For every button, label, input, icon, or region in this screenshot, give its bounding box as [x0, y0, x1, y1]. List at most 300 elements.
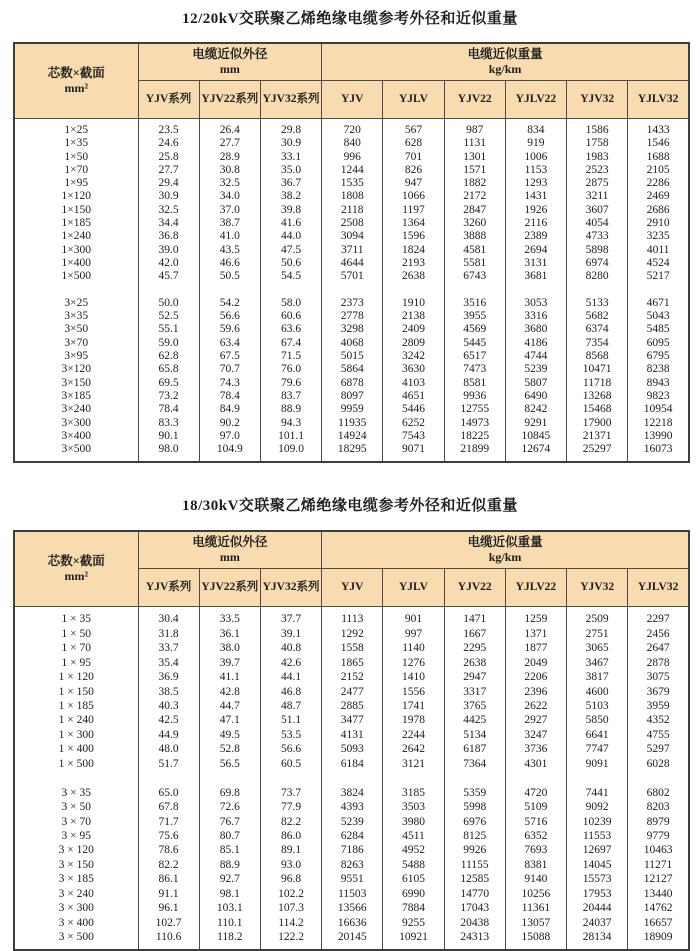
size-value: 3×25	[64, 296, 89, 309]
data-value: 84.9	[219, 403, 240, 416]
data-value: 2910	[646, 217, 670, 230]
data-value: 42.6	[280, 656, 302, 669]
data-value: 34.4	[158, 217, 179, 230]
data-value: 2409	[401, 323, 425, 336]
data-value: 7693	[524, 844, 548, 857]
data-value: 1433	[646, 124, 670, 136]
size-column-cell	[14, 119, 138, 463]
data-value: 76.7	[219, 815, 240, 828]
data-value: 2396	[524, 685, 548, 698]
data-value: 32.5	[158, 203, 179, 216]
data-value: 2116	[524, 217, 548, 230]
data-value: 3235	[646, 230, 670, 243]
data-value: 4581	[463, 243, 487, 256]
value-column-cell	[260, 607, 321, 951]
header-wt-unit: kg/km	[488, 550, 522, 565]
data-value: 30.8	[219, 163, 240, 176]
data-value: 90.2	[219, 416, 240, 429]
data-value: 3053	[524, 296, 548, 309]
data-value: 50.6	[280, 256, 302, 269]
data-value: 110.6	[155, 931, 182, 944]
data-value: 2686	[646, 203, 670, 216]
data-value: 96.8	[280, 873, 302, 886]
data-value: 48.0	[158, 743, 179, 756]
data-value: 2509	[585, 613, 609, 626]
data-value: 69.5	[158, 376, 179, 389]
data-value: 23.5	[158, 124, 179, 136]
group-spacer	[506, 284, 566, 297]
data-value: 628	[404, 137, 423, 150]
value-column-cell	[567, 119, 628, 463]
data-value: 2286	[646, 177, 670, 190]
data-value: 14045	[582, 858, 612, 871]
data-value: 30.9	[280, 137, 302, 150]
data-value: 1546	[646, 137, 670, 150]
data-value: 4054	[585, 217, 609, 230]
data-value: 5807	[524, 376, 548, 389]
data-value: 32.5	[219, 177, 240, 190]
data-value: 5043	[646, 310, 670, 323]
data-value: 51.1	[280, 714, 302, 727]
data-value: 44.0	[280, 230, 302, 243]
size-value: 3×500	[61, 443, 91, 456]
header-cell-yjv22-series: YJV22系列	[199, 81, 260, 119]
data-value: 6284	[340, 829, 364, 842]
size-value: 3×70	[64, 336, 89, 349]
size-value: 3×240	[61, 403, 91, 416]
data-value: 5898	[585, 243, 609, 256]
data-value: 55.1	[158, 323, 179, 336]
data-value: 28134	[582, 931, 612, 944]
data-value: 118.2	[217, 931, 243, 944]
value-column-cell	[260, 119, 321, 463]
data-value: 10256	[521, 887, 551, 900]
data-value: 14762	[643, 902, 673, 915]
data-value: 2193	[401, 256, 425, 269]
data-value: 86.0	[280, 829, 302, 842]
value-column-cell	[444, 119, 505, 463]
data-value: 4393	[340, 801, 364, 814]
header-od-unit: mm	[219, 550, 240, 565]
data-value: 78.6	[158, 844, 179, 857]
data-value: 2138	[401, 310, 425, 323]
data-value: 2778	[340, 310, 364, 323]
data-value: 997	[404, 627, 423, 640]
data-value: 83.7	[280, 389, 302, 402]
data-value: 54.2	[219, 296, 240, 309]
data-value: 18909	[643, 931, 673, 944]
size-value: 3 × 70	[61, 815, 91, 828]
size-value: 1×185	[61, 217, 91, 230]
data-value: 98.1	[219, 887, 240, 900]
data-value: 9823	[646, 389, 670, 402]
data-value: 2642	[401, 743, 425, 756]
data-value: 73.2	[158, 389, 179, 402]
data-value: 89.1	[280, 844, 302, 857]
data-value: 3607	[585, 203, 609, 216]
data-value: 39.0	[158, 243, 179, 256]
size-value: 1 × 120	[58, 671, 94, 684]
data-value: 56.6	[280, 743, 302, 756]
data-value: 901	[404, 613, 423, 626]
header-cell-yjlv: YJLV	[383, 569, 444, 607]
group-spacer	[200, 771, 260, 785]
data-value: 74.3	[219, 376, 240, 389]
header-cell-size	[14, 43, 138, 119]
data-value: 6252	[401, 416, 425, 429]
data-value: 2477	[340, 685, 364, 698]
data-value: 1471	[463, 613, 487, 626]
data-value: 1558	[340, 642, 364, 655]
data-value: 8568	[585, 350, 609, 363]
data-value: 10921	[399, 931, 428, 944]
data-value: 3980	[401, 815, 425, 828]
size-value: 1 × 50	[61, 627, 91, 640]
data-value: 3065	[585, 642, 609, 655]
data-value: 6105	[401, 873, 425, 886]
data-value: 16657	[643, 916, 673, 929]
data-value: 2508	[340, 217, 364, 230]
data-value: 6352	[524, 829, 548, 842]
data-value: 44.9	[158, 728, 179, 741]
data-value: 3959	[646, 700, 670, 713]
header-od-label: 电缆近似外径	[192, 47, 268, 61]
size-value: 1 × 70	[61, 642, 91, 655]
data-value: 38.5	[158, 685, 179, 698]
data-value: 1865	[340, 656, 364, 669]
data-value: 15088	[521, 931, 551, 944]
header-size-label: 芯数×截面	[47, 554, 105, 569]
data-value: 82.2	[158, 858, 179, 871]
group-spacer	[322, 771, 382, 785]
table-body	[14, 607, 689, 951]
header-cell-yjv32-series: YJV32系列	[260, 81, 321, 119]
data-value: 63.6	[280, 323, 302, 336]
data-value: 1758	[585, 137, 609, 150]
data-value: 987	[466, 124, 484, 136]
data-value: 2751	[585, 627, 609, 640]
data-value: 37.7	[280, 613, 302, 626]
data-value: 12585	[460, 873, 490, 886]
data-value: 49.5	[219, 728, 240, 741]
header-cell-yjv: YJV	[322, 569, 383, 607]
data-value: 47.5	[280, 243, 302, 256]
size-value: 1 × 300	[58, 728, 94, 741]
data-value: 4644	[340, 256, 364, 269]
header-cell-wt-group	[322, 531, 689, 569]
data-value: 6028	[646, 757, 670, 770]
header-od-label: 电缆近似外径	[192, 535, 268, 550]
data-value: 3679	[646, 685, 670, 698]
data-value: 62.8	[158, 350, 179, 363]
table-title-12-20kv: 12/20kV交联聚乙烯绝缘电缆参考外径和近似重量	[182, 11, 518, 27]
data-value: 30.9	[158, 190, 179, 203]
data-value: 42.5	[158, 714, 179, 727]
data-value: 4524	[646, 256, 670, 269]
header-cell-yjv22: YJV22	[444, 569, 505, 607]
data-value: 4131	[340, 728, 364, 741]
data-value: 3680	[524, 323, 548, 336]
data-value: 2469	[646, 190, 670, 203]
data-value: 1824	[401, 243, 425, 256]
data-value: 96.1	[158, 902, 179, 915]
header-wt-label: 电缆近似重量	[467, 47, 543, 61]
size-value: 3×300	[61, 416, 91, 429]
size-value: 1×240	[61, 230, 91, 243]
data-value: 8979	[646, 815, 670, 828]
data-value: 2295	[463, 642, 487, 655]
size-value: 1×50	[64, 150, 89, 163]
data-value: 93.0	[280, 858, 302, 871]
data-value: 9091	[585, 757, 609, 770]
data-value: 83.3	[158, 416, 179, 429]
data-value: 70.7	[219, 363, 240, 376]
data-value: 3516	[463, 296, 487, 309]
group-spacer	[445, 771, 505, 785]
data-value: 50.0	[158, 296, 179, 309]
size-value: 1×400	[61, 256, 91, 269]
data-value: 56.6	[219, 310, 240, 323]
data-value: 2105	[646, 163, 670, 176]
data-value: 6490	[524, 389, 548, 402]
cable-table-18-30kv	[13, 530, 690, 951]
data-value: 46.8	[280, 685, 302, 698]
data-value: 25297	[582, 443, 612, 456]
data-value: 3888	[463, 230, 487, 243]
data-value: 3094	[340, 230, 364, 243]
header-wt-label: 电缆近似重量	[467, 535, 543, 550]
size-value: 3 × 500	[58, 931, 94, 944]
data-value: 2647	[646, 642, 670, 655]
data-value: 2809	[401, 336, 425, 349]
data-value: 63.4	[219, 336, 240, 349]
size-value: 3 × 120	[58, 844, 94, 857]
data-value: 101.1	[278, 429, 304, 442]
data-value: 122.2	[278, 931, 304, 944]
group-spacer	[383, 771, 443, 785]
data-value: 18295	[337, 443, 367, 456]
data-value: 72.6	[219, 801, 240, 814]
data-value: 31.8	[158, 627, 179, 640]
data-value: 2878	[646, 656, 670, 669]
data-value: 51.7	[158, 757, 179, 770]
data-value: 6802	[646, 786, 670, 799]
value-column-cell	[628, 119, 689, 463]
data-value: 44.7	[219, 700, 240, 713]
data-value: 39.1	[280, 627, 302, 640]
data-value: 1910	[401, 296, 425, 309]
data-value: 24313	[460, 931, 490, 944]
data-value: 4720	[524, 786, 548, 799]
size-value: 1×35	[64, 137, 89, 150]
data-value: 6374	[585, 323, 609, 336]
value-column-cell	[505, 607, 566, 951]
group-spacer	[200, 284, 260, 297]
data-value: 69.8	[219, 786, 240, 799]
data-value: 44.1	[280, 671, 302, 684]
data-value: 17043	[460, 902, 490, 915]
size-value: 3×120	[61, 363, 91, 376]
data-value: 46.6	[219, 256, 240, 269]
data-value: 1983	[585, 150, 609, 163]
table-title-18-30kv: 18/30kV交联聚乙烯绝缘电缆参考外径和近似重量	[182, 498, 518, 515]
data-value: 27.7	[158, 163, 179, 176]
data-value: 24.6	[158, 137, 179, 150]
data-value: 14770	[460, 887, 490, 900]
data-value: 13566	[337, 902, 367, 915]
data-value: 43.5	[219, 243, 240, 256]
data-value: 79.6	[280, 376, 302, 389]
size-value: 3×150	[61, 376, 91, 389]
data-value: 9255	[401, 916, 425, 929]
data-value: 52.8	[219, 743, 240, 756]
data-value: 2694	[524, 243, 548, 256]
data-value: 36.7	[280, 177, 302, 190]
data-value: 11361	[521, 902, 551, 915]
data-value: 1808	[340, 190, 364, 203]
header-cell-yjlv: YJLV	[383, 81, 444, 119]
data-value: 1741	[401, 700, 425, 713]
data-value: 86.1	[158, 873, 179, 886]
data-value: 59.0	[158, 336, 179, 349]
value-column-cell	[322, 607, 383, 951]
data-value: 16073	[643, 443, 673, 456]
data-value: 3131	[524, 256, 548, 269]
size-value: 3×185	[61, 389, 91, 402]
value-column-cell	[444, 607, 505, 951]
data-value: 85.1	[219, 844, 240, 857]
data-value: 4755	[646, 728, 670, 741]
data-value: 11935	[338, 416, 367, 429]
data-value: 5015	[340, 350, 364, 363]
group-spacer	[261, 771, 321, 785]
data-value: 1667	[463, 627, 487, 640]
data-value: 91.1	[158, 887, 179, 900]
data-value: 6974	[585, 256, 609, 269]
group-spacer	[506, 771, 566, 785]
data-value: 6795	[646, 350, 670, 363]
data-value: 3075	[646, 671, 670, 684]
data-value: 88.9	[280, 403, 302, 416]
data-value: 2847	[463, 203, 487, 216]
data-value: 18225	[460, 429, 490, 442]
data-value: 8263	[340, 858, 364, 871]
data-value: 41.1	[219, 671, 240, 684]
data-value: 3817	[585, 671, 609, 684]
data-value: 4186	[524, 336, 548, 349]
data-value: 3503	[401, 801, 425, 814]
data-value: 6743	[463, 270, 487, 283]
data-value: 5239	[524, 363, 548, 376]
data-value: 102.7	[155, 916, 182, 929]
value-column-cell	[138, 119, 199, 463]
data-value: 97.0	[219, 429, 240, 442]
data-value: 78.4	[219, 389, 240, 402]
size-value: 1 × 150	[58, 685, 94, 698]
size-value: 1×95	[64, 177, 89, 190]
size-value: 3 × 35	[61, 786, 91, 799]
data-value: 720	[343, 124, 361, 136]
data-value: 13990	[643, 429, 673, 442]
data-value: 3736	[524, 743, 548, 756]
data-value: 5359	[463, 786, 487, 799]
size-value: 3 × 240	[58, 887, 94, 900]
data-value: 5864	[340, 363, 364, 376]
data-value: 3316	[524, 310, 548, 323]
data-value: 26.4	[219, 124, 240, 136]
data-value: 1882	[463, 177, 487, 190]
data-value: 5134	[463, 728, 487, 741]
data-value: 6641	[585, 728, 609, 741]
data-value: 3477	[340, 714, 364, 727]
data-value: 1292	[340, 627, 364, 640]
data-value: 1131	[463, 137, 486, 150]
data-value: 567	[404, 124, 423, 136]
header-cell-yjv: YJV	[322, 81, 383, 119]
table-body	[14, 119, 689, 463]
data-value: 6878	[340, 376, 364, 389]
data-value: 88.9	[219, 858, 240, 871]
value-column-cell	[567, 607, 628, 951]
header-cell-yjv-series: YJV系列	[138, 81, 199, 119]
size-value: 3 × 400	[58, 916, 94, 929]
data-value: 52.5	[158, 310, 179, 323]
data-value: 9092	[585, 801, 609, 814]
data-value: 2373	[340, 296, 364, 309]
data-value: 9926	[463, 844, 487, 857]
data-value: 15468	[582, 403, 612, 416]
data-value: 2523	[585, 163, 609, 176]
data-value: 1596	[401, 230, 425, 243]
data-value: 2638	[463, 656, 487, 669]
data-value: 65.8	[158, 363, 179, 376]
group-spacer	[261, 284, 321, 297]
data-value: 2638	[401, 270, 425, 283]
data-value: 17900	[582, 416, 612, 429]
data-value: 6990	[401, 887, 425, 900]
data-value: 3711	[340, 243, 364, 256]
data-value: 1877	[524, 642, 548, 655]
data-value: 3317	[463, 685, 487, 698]
data-value: 98.0	[158, 443, 179, 456]
data-value: 42.0	[158, 256, 179, 269]
data-value: 17953	[582, 887, 612, 900]
data-value: 7354	[585, 336, 609, 349]
data-value: 15573	[582, 873, 612, 886]
data-value: 5998	[463, 801, 487, 814]
header-cell-yjlv32: YJLV32	[628, 569, 689, 607]
size-value: 3 × 50	[61, 801, 91, 814]
header-wt-unit: kg/km	[488, 62, 522, 76]
data-value: 5446	[401, 403, 425, 416]
group-spacer	[15, 284, 138, 297]
data-value: 4068	[340, 336, 364, 349]
data-value: 34.0	[219, 190, 240, 203]
data-value: 36.8	[158, 230, 179, 243]
data-value: 3681	[524, 270, 548, 283]
group-spacer	[139, 771, 199, 785]
data-value: 33.7	[158, 642, 179, 655]
data-value: 4011	[646, 243, 670, 256]
data-value: 11503	[338, 887, 367, 900]
data-value: 2947	[463, 671, 487, 684]
data-value: 14973	[460, 416, 490, 429]
data-value: 50.5	[219, 270, 240, 283]
data-value: 58.0	[280, 296, 302, 309]
data-value: 4744	[524, 350, 548, 363]
data-value: 2622	[524, 700, 548, 713]
data-value: 947	[404, 177, 423, 190]
